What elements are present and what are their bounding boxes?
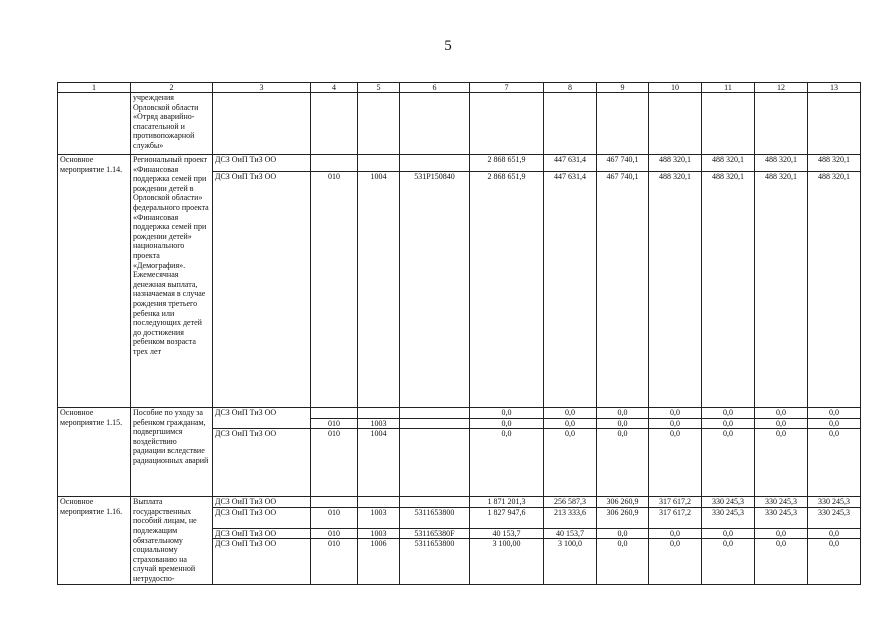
value-cell: 40 153,7	[470, 528, 544, 539]
column-header: 3	[213, 83, 311, 93]
code-cell: 010	[311, 539, 358, 584]
executor-cell: ДСЗ ОиП ТиЗ ОО	[213, 497, 311, 508]
column-header: 9	[597, 83, 649, 93]
column-header: 11	[702, 83, 755, 93]
table-cell	[358, 155, 400, 172]
table-cell	[358, 408, 400, 419]
column-header: 2	[131, 83, 213, 93]
table-cell	[311, 93, 358, 155]
value-cell: 3 100,0	[544, 539, 597, 584]
table-cell	[213, 93, 311, 155]
event-description: учреждения Орловской области «Отряд аварийно-спасательной и противопожарной службы»	[131, 93, 213, 155]
table-cell	[358, 497, 400, 508]
column-header: 6	[400, 83, 470, 93]
code-cell: 010	[311, 429, 358, 497]
column-header: 4	[311, 83, 358, 93]
value-cell: 0,0	[544, 408, 597, 419]
value-cell: 488 320,1	[808, 172, 861, 408]
value-cell: 488 320,1	[649, 172, 702, 408]
budget-table	[57, 82, 861, 585]
value-cell: 0,0	[544, 429, 597, 497]
value-cell: 0,0	[808, 528, 861, 539]
value-cell: 1 871 201,3	[470, 497, 544, 508]
value-cell: 0,0	[470, 418, 544, 429]
value-cell: 447 631,4	[544, 172, 597, 408]
code-cell: 010	[311, 508, 358, 529]
value-cell: 317 617,2	[649, 508, 702, 529]
table-cell	[400, 429, 470, 497]
table-cell	[400, 155, 470, 172]
value-cell: 213 333,6	[544, 508, 597, 529]
value-cell: 0,0	[649, 418, 702, 429]
value-cell: 0,0	[808, 429, 861, 497]
value-cell: 330 245,3	[755, 508, 808, 529]
code-cell: 1003	[358, 528, 400, 539]
value-cell: 2 868 651,9	[470, 155, 544, 172]
value-cell: 467 740,1	[597, 155, 649, 172]
table-cell	[755, 93, 808, 155]
value-cell: 306 260,9	[597, 508, 649, 529]
column-header: 8	[544, 83, 597, 93]
value-cell: 0,0	[597, 539, 649, 584]
table-cell	[400, 408, 470, 419]
code-cell: 1006	[358, 539, 400, 584]
table-cell	[311, 155, 358, 172]
value-cell: 306 260,9	[597, 497, 649, 508]
value-cell: 0,0	[702, 528, 755, 539]
value-cell: 0,0	[597, 418, 649, 429]
value-cell: 3 100,00	[470, 539, 544, 584]
value-cell: 0,0	[649, 539, 702, 584]
value-cell: 0,0	[702, 418, 755, 429]
code-cell: 010	[311, 172, 358, 408]
event-description: Региональный проект «Финансовая поддержка семей при рождении детей в Орловской области» федерального проекта «Финансовая поддержка семей при рождении детей» национального проекта «Демография». Ежемесячная денежная выплата, назначаемая в случае рождения третьего ребенка или последующих детей до достижения ребенком возраста трех лет	[131, 155, 213, 408]
table-cell	[400, 497, 470, 508]
value-cell: 0,0	[702, 429, 755, 497]
code-cell: 010	[311, 418, 358, 429]
value-cell: 0,0	[755, 539, 808, 584]
value-cell: 0,0	[649, 408, 702, 419]
column-header: 7	[470, 83, 544, 93]
table-row	[58, 497, 861, 508]
table-row	[58, 155, 861, 172]
value-cell: 0,0	[597, 528, 649, 539]
table-cell	[470, 93, 544, 155]
event-description: Выплата государственных пособий лицам, не подлежащим обязательному социальному страхованию на случай временной нетрудоспо-	[131, 497, 213, 584]
value-cell: 488 320,1	[808, 155, 861, 172]
column-header: 12	[755, 83, 808, 93]
value-cell: 0,0	[702, 408, 755, 419]
value-cell: 467 740,1	[597, 172, 649, 408]
table-cell	[400, 418, 470, 429]
code-cell: 1003	[358, 418, 400, 429]
code-cell: 1003	[358, 508, 400, 529]
value-cell: 0,0	[597, 408, 649, 419]
table-cell	[311, 408, 358, 419]
executor-cell: ДСЗ ОиП ТиЗ ОО	[213, 172, 311, 408]
value-cell: 488 320,1	[649, 155, 702, 172]
executor-cell: ДСЗ ОиП ТиЗ ОО	[213, 528, 311, 539]
column-header: 13	[808, 83, 861, 93]
value-cell: 0,0	[649, 528, 702, 539]
value-cell: 488 320,1	[755, 155, 808, 172]
value-cell: 330 245,3	[755, 497, 808, 508]
value-cell: 488 320,1	[702, 155, 755, 172]
value-cell: 0,0	[755, 408, 808, 419]
table-row	[58, 93, 861, 155]
value-cell: 488 320,1	[755, 172, 808, 408]
table-cell	[400, 93, 470, 155]
value-cell: 2 868 651,9	[470, 172, 544, 408]
table-cell	[58, 93, 131, 155]
event-label: Основное мероприятие 1.15.	[58, 408, 131, 497]
value-cell: 0,0	[470, 408, 544, 419]
value-cell: 0,0	[808, 539, 861, 584]
value-cell: 0,0	[649, 429, 702, 497]
value-cell: 330 245,3	[808, 508, 861, 529]
code-cell: 010	[311, 528, 358, 539]
value-cell: 0,0	[702, 539, 755, 584]
value-cell: 0,0	[755, 418, 808, 429]
value-cell: 0,0	[597, 429, 649, 497]
code-cell: 5311653800	[400, 508, 470, 529]
value-cell: 0,0	[808, 408, 861, 419]
column-header: 5	[358, 83, 400, 93]
code-cell: 531P150840	[400, 172, 470, 408]
code-cell: 531165380F	[400, 528, 470, 539]
table-cell	[649, 93, 702, 155]
executor-cell: ДСЗ ОиП ТиЗ ОО	[213, 508, 311, 529]
code-cell: 5311653800	[400, 539, 470, 584]
value-cell: 488 320,1	[702, 172, 755, 408]
value-cell: 40 153,7	[544, 528, 597, 539]
table-cell	[311, 497, 358, 508]
value-cell: 0,0	[755, 528, 808, 539]
table-header-row	[58, 83, 861, 93]
event-description: Пособие по уходу за ребенком гражданам, подвергшимся воздействию радиации вследствие радиационных аварий	[131, 408, 213, 497]
table-cell	[597, 93, 649, 155]
event-label: Основное мероприятие 1.16.	[58, 497, 131, 584]
value-cell: 330 245,3	[702, 497, 755, 508]
value-cell: 0,0	[808, 418, 861, 429]
executor-cell: ДСЗ ОиП ТиЗ ОО	[213, 155, 311, 172]
table-cell	[358, 93, 400, 155]
code-cell: 1004	[358, 172, 400, 408]
executor-cell: ДСЗ ОиП ТиЗ ОО	[213, 429, 311, 497]
table-cell	[544, 93, 597, 155]
event-label: Основное мероприятие 1.14.	[58, 155, 131, 408]
table-cell	[808, 93, 861, 155]
column-header: 10	[649, 83, 702, 93]
value-cell: 317 617,2	[649, 497, 702, 508]
value-cell: 256 587,3	[544, 497, 597, 508]
value-cell: 0,0	[755, 429, 808, 497]
value-cell: 0,0	[470, 429, 544, 497]
executor-cell: ДСЗ ОиП ТиЗ ОО	[213, 408, 311, 429]
table-row	[58, 408, 861, 419]
page-number: 5	[444, 38, 452, 54]
table-cell	[702, 93, 755, 155]
value-cell: 1 827 947,6	[470, 508, 544, 529]
value-cell: 0,0	[544, 418, 597, 429]
code-cell: 1004	[358, 429, 400, 497]
executor-cell: ДСЗ ОиП ТиЗ ОО	[213, 539, 311, 584]
value-cell: 330 245,3	[702, 508, 755, 529]
value-cell: 447 631,4	[544, 155, 597, 172]
value-cell: 330 245,3	[808, 497, 861, 508]
column-header: 1	[58, 83, 131, 93]
